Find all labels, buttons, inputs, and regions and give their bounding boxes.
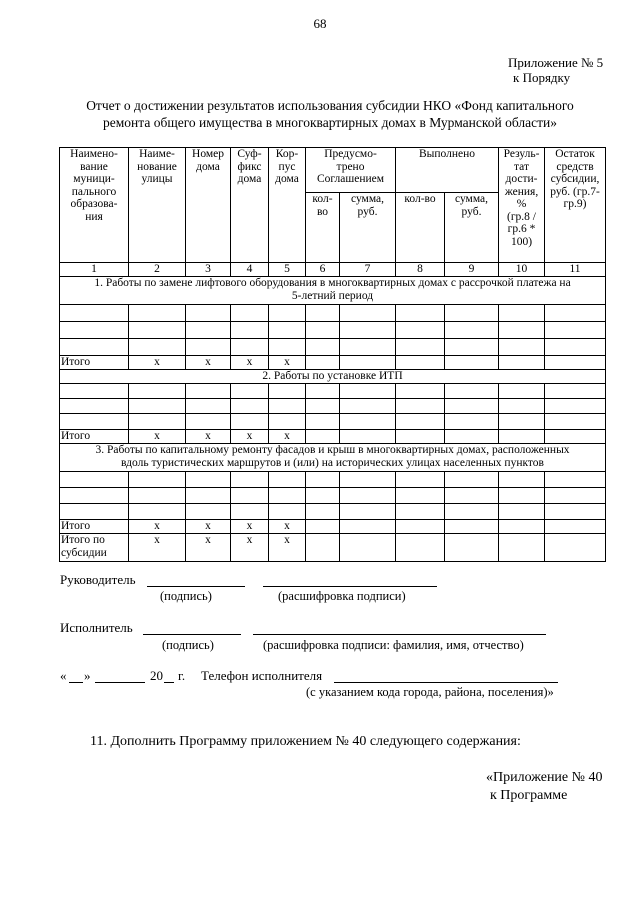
cell-text: Итого по (61, 534, 105, 546)
cell-text: субсидии, (550, 173, 600, 185)
table-cell: x (269, 534, 306, 562)
table-cell (129, 414, 186, 430)
program-item: 11. Дополнить Программу приложением № 40 следующего содержания: (90, 734, 521, 749)
program-appendix-line1: «Приложение № 40 (486, 770, 603, 785)
cell-text: субсидии (61, 546, 107, 559)
total-row (60, 356, 606, 370)
table-cell (306, 305, 340, 322)
table-cell (60, 384, 129, 399)
table-cell (231, 488, 269, 504)
table-cell: x (129, 520, 186, 534)
table-cell (186, 322, 231, 339)
cell-text: дости- (505, 173, 538, 185)
table-cell: x (186, 534, 231, 562)
table-cell (306, 339, 340, 356)
year-prefix: 20 (150, 668, 163, 683)
appendix-line1: Приложение № 5 (508, 55, 604, 70)
table-cell (396, 488, 445, 504)
table-cell (269, 384, 306, 399)
total-row (60, 430, 606, 444)
table-cell (340, 520, 396, 534)
table-cell: x (186, 356, 231, 370)
table-cell (445, 520, 499, 534)
cell-text: сумма, (455, 193, 489, 205)
table-cell (306, 430, 340, 444)
cell-text: дома (237, 173, 262, 185)
date-open-quote: « (60, 668, 67, 683)
table-cell (445, 305, 499, 322)
table-cell: x (231, 534, 269, 562)
cell-text: трено (336, 160, 365, 173)
table-cell (231, 504, 269, 520)
table-cell (231, 339, 269, 356)
cell-text: 100) (510, 235, 533, 248)
header-sum (340, 193, 396, 263)
table-cell (186, 305, 231, 322)
table-cell (306, 520, 340, 534)
cell-text: гр.9) (563, 198, 587, 210)
cell-text: 3. Работы по капитальному ремонту фасадов и крыш в многоквартирных домах, расположенных (95, 444, 570, 456)
table-cell (340, 339, 396, 356)
year-suffix: г. (178, 668, 186, 683)
table-cell (396, 414, 445, 430)
table-cell: x (129, 356, 186, 370)
cell-text: Остаток (555, 148, 595, 160)
header-balance (545, 148, 606, 263)
cell-text: муници- (73, 173, 115, 185)
head-decode-hint: (расшифровка подписи) (278, 589, 406, 603)
table-cell (129, 504, 186, 520)
col-num: 9 (445, 263, 499, 277)
executor-signature-line[interactable] (143, 634, 241, 635)
cell-text: руб. (461, 205, 482, 218)
cell-text: Кор- (275, 148, 299, 160)
table-cell (499, 356, 545, 370)
total-subsidy-row (60, 534, 606, 562)
header-sum2 (445, 193, 499, 263)
table-cell (396, 384, 445, 399)
table-cell (445, 384, 499, 399)
table-cell (129, 339, 186, 356)
executor-signature-hint: (подпись) (162, 638, 214, 652)
table-cell (306, 504, 340, 520)
table-cell (396, 356, 445, 370)
executor-decode-hint: (расшифровка подписи: фамилия, имя, отчество) (263, 638, 524, 652)
cell-text: руб. (357, 205, 378, 218)
cell-text: пус (278, 160, 296, 173)
table-cell (340, 322, 396, 339)
header-suffix (231, 148, 269, 263)
header-planned (306, 148, 396, 193)
table-cell (545, 399, 606, 414)
table-cell (545, 472, 606, 488)
table-cell (340, 504, 396, 520)
cell-text: пального (71, 185, 117, 198)
table-cell (306, 534, 340, 562)
table-cell (231, 399, 269, 414)
table-cell (445, 399, 499, 414)
cell-text: сумма, (351, 193, 385, 205)
table-row (60, 472, 606, 488)
table-cell: x (231, 356, 269, 370)
col-num: 2 (129, 263, 186, 277)
table-cell (396, 305, 445, 322)
head-decode-line[interactable] (263, 586, 437, 587)
col-num: 5 (269, 263, 306, 277)
table-cell (340, 414, 396, 430)
table-cell (396, 339, 445, 356)
table-cell: x (186, 430, 231, 444)
cell-text: нование (137, 160, 177, 173)
header-street (129, 148, 186, 263)
cell-text: 5-летний период (291, 289, 374, 302)
cell-text: тат (514, 160, 530, 173)
section-title (60, 277, 606, 305)
header-result (499, 148, 545, 263)
table-cell (231, 414, 269, 430)
appendix-line2: к Порядку (513, 70, 571, 85)
table-cell (499, 384, 545, 399)
table-cell (545, 520, 606, 534)
date-month-line[interactable] (95, 682, 145, 683)
title-line1: Отчет о достижении результатов использования субсидии НКО «Фонд капитального (86, 98, 574, 113)
table-cell (186, 399, 231, 414)
table-cell (340, 488, 396, 504)
table-cell (545, 504, 606, 520)
table-cell (231, 472, 269, 488)
table-cell (60, 339, 129, 356)
date-close-quote: » (84, 668, 91, 683)
total-row (60, 520, 606, 534)
phone-line[interactable] (334, 682, 558, 683)
cell-text: улицы (141, 173, 173, 185)
table-cell (60, 305, 129, 322)
cell-text: Резуль- (503, 148, 540, 160)
table-cell (60, 488, 129, 504)
table-cell: x (269, 430, 306, 444)
table-cell (499, 399, 545, 414)
table-cell (231, 322, 269, 339)
table-cell (269, 414, 306, 430)
header-done: Выполнено (396, 148, 499, 193)
cell-text: (гр.8 / (507, 210, 537, 223)
table-cell (499, 339, 545, 356)
title-line2: ремонта общего имущества в многоквартирных домах в Мурманской области» (103, 115, 557, 130)
section-title (60, 444, 606, 472)
table-cell (499, 534, 545, 562)
table-cell (499, 430, 545, 444)
report-table (59, 147, 606, 562)
table-cell (545, 534, 606, 562)
table-cell (499, 520, 545, 534)
appendix-label (508, 55, 603, 85)
table-cell: x (231, 520, 269, 534)
date-day-line[interactable] (69, 682, 83, 683)
head-signature-line[interactable] (147, 586, 245, 587)
table-cell (445, 339, 499, 356)
table-cell (545, 322, 606, 339)
table-cell (545, 339, 606, 356)
cell-text: Соглашением (316, 173, 385, 185)
table-cell: Итого (60, 430, 129, 444)
table-row (60, 488, 606, 504)
table-cell (306, 399, 340, 414)
table-cell (445, 322, 499, 339)
table-cell (306, 488, 340, 504)
program-appendix-line2: к Программе (490, 788, 568, 803)
table-cell (60, 504, 129, 520)
table-cell (396, 520, 445, 534)
cell-text: 1. Работы по замене лифтового оборудования в многоквартирных домах с рассрочкой платежа на (94, 277, 571, 289)
phone-hint: (с указанием кода города, района, поселения)» (306, 685, 554, 699)
table-cell (499, 504, 545, 520)
table-cell (340, 384, 396, 399)
table-row (60, 504, 606, 520)
header-house (186, 148, 231, 263)
cell-text: % (516, 198, 527, 210)
table-cell (499, 488, 545, 504)
table-row (60, 322, 606, 339)
table-cell (269, 322, 306, 339)
table-cell (340, 399, 396, 414)
table-cell: Итого (60, 520, 129, 534)
cell-text: гр.6 * (507, 223, 536, 235)
table-cell (396, 472, 445, 488)
table-cell (60, 322, 129, 339)
table-cell (545, 356, 606, 370)
table-cell (396, 534, 445, 562)
table-cell (499, 472, 545, 488)
table-row (60, 414, 606, 430)
header-building (269, 148, 306, 263)
cell-text: ния (85, 210, 103, 223)
header-municipality (60, 148, 129, 263)
col-num: 10 (499, 263, 545, 277)
table-cell (306, 384, 340, 399)
table-cell (129, 488, 186, 504)
table-row (60, 399, 606, 414)
table-cell (129, 399, 186, 414)
table-cell (545, 305, 606, 322)
col-num: 7 (340, 263, 396, 277)
col-num: 1 (60, 263, 129, 277)
table-cell (60, 414, 129, 430)
cell-text: Предусмо- (324, 148, 377, 160)
cell-text: дома (275, 173, 299, 185)
cell-text: жения, (504, 185, 539, 198)
table-cell (545, 488, 606, 504)
cell-text: средств (556, 160, 594, 173)
cell-text: фикс (237, 160, 262, 173)
table-cell (306, 322, 340, 339)
table-cell (269, 488, 306, 504)
table-cell (499, 414, 545, 430)
table-cell (186, 472, 231, 488)
column-numbers-row (60, 263, 606, 277)
table-cell (186, 504, 231, 520)
table-cell (445, 472, 499, 488)
table-cell (269, 504, 306, 520)
executor-decode-line[interactable] (253, 634, 546, 635)
phone-label: Телефон исполнителя (201, 668, 323, 683)
table-cell (340, 534, 396, 562)
table-cell (306, 472, 340, 488)
cell-text: во (316, 205, 329, 218)
table-cell (129, 384, 186, 399)
table-cell (445, 504, 499, 520)
cell-text: образова- (70, 198, 118, 210)
col-num: 6 (306, 263, 340, 277)
table-cell (129, 472, 186, 488)
head-signature-hint: (подпись) (160, 589, 212, 603)
table-cell (396, 504, 445, 520)
cell-text: Номер (192, 148, 224, 160)
header-qty (306, 193, 340, 263)
table-cell (340, 356, 396, 370)
cell-text: вдоль туристических маршрутов и (или) на исторических улицах населенных пунктов (121, 456, 544, 469)
table-cell (340, 430, 396, 444)
table-cell (445, 430, 499, 444)
cell-text: Наиме- (139, 148, 175, 160)
table-cell: x (269, 520, 306, 534)
table-cell (186, 339, 231, 356)
table-row (60, 339, 606, 356)
cell-text: 2. Работы по установке ИТП (262, 370, 403, 382)
cell-text: дома (196, 160, 220, 173)
table-cell: x (186, 520, 231, 534)
table-cell (340, 472, 396, 488)
table-cell (129, 322, 186, 339)
table-cell (231, 305, 269, 322)
table-row (60, 384, 606, 399)
cell-text: Наимено- (70, 148, 118, 160)
col-num: 3 (186, 263, 231, 277)
table-cell (396, 322, 445, 339)
table-cell (269, 399, 306, 414)
table-cell (445, 488, 499, 504)
year-line[interactable] (164, 682, 174, 683)
col-num: 11 (545, 263, 606, 277)
table-cell (269, 472, 306, 488)
table-cell (186, 384, 231, 399)
cell-text: Суф- (237, 148, 262, 160)
table-cell (499, 322, 545, 339)
page-number: 68 (313, 16, 327, 31)
table-cell (499, 305, 545, 322)
table-cell (545, 414, 606, 430)
table-cell (231, 384, 269, 399)
table-cell (396, 399, 445, 414)
table-cell: x (129, 534, 186, 562)
table-cell (60, 399, 129, 414)
table-cell (445, 356, 499, 370)
table-cell (445, 534, 499, 562)
table-cell (129, 305, 186, 322)
table-cell (186, 414, 231, 430)
col-num: 4 (231, 263, 269, 277)
table-cell: x (269, 356, 306, 370)
table-cell (396, 430, 445, 444)
table-cell (186, 488, 231, 504)
table-cell: Итого (60, 356, 129, 370)
table-cell (445, 414, 499, 430)
table-cell: x (129, 430, 186, 444)
header-qty2: кол-во (396, 193, 445, 263)
table-row (60, 305, 606, 322)
cell-text: кол- (312, 193, 333, 205)
table-cell (269, 305, 306, 322)
section-title (60, 370, 606, 384)
col-num: 8 (396, 263, 445, 277)
cell-text: руб. (гр.7- (550, 185, 600, 198)
report-title (60, 97, 600, 131)
cell-text: вание (80, 160, 108, 173)
table-cell (269, 339, 306, 356)
executor-label: Исполнитель (60, 620, 133, 635)
table-cell: x (231, 430, 269, 444)
table-cell (306, 356, 340, 370)
table-cell (340, 305, 396, 322)
table-cell (545, 384, 606, 399)
table-cell (60, 534, 129, 562)
head-label: Руководитель (60, 572, 136, 587)
table-cell (545, 430, 606, 444)
table-cell (60, 472, 129, 488)
table-cell (306, 414, 340, 430)
